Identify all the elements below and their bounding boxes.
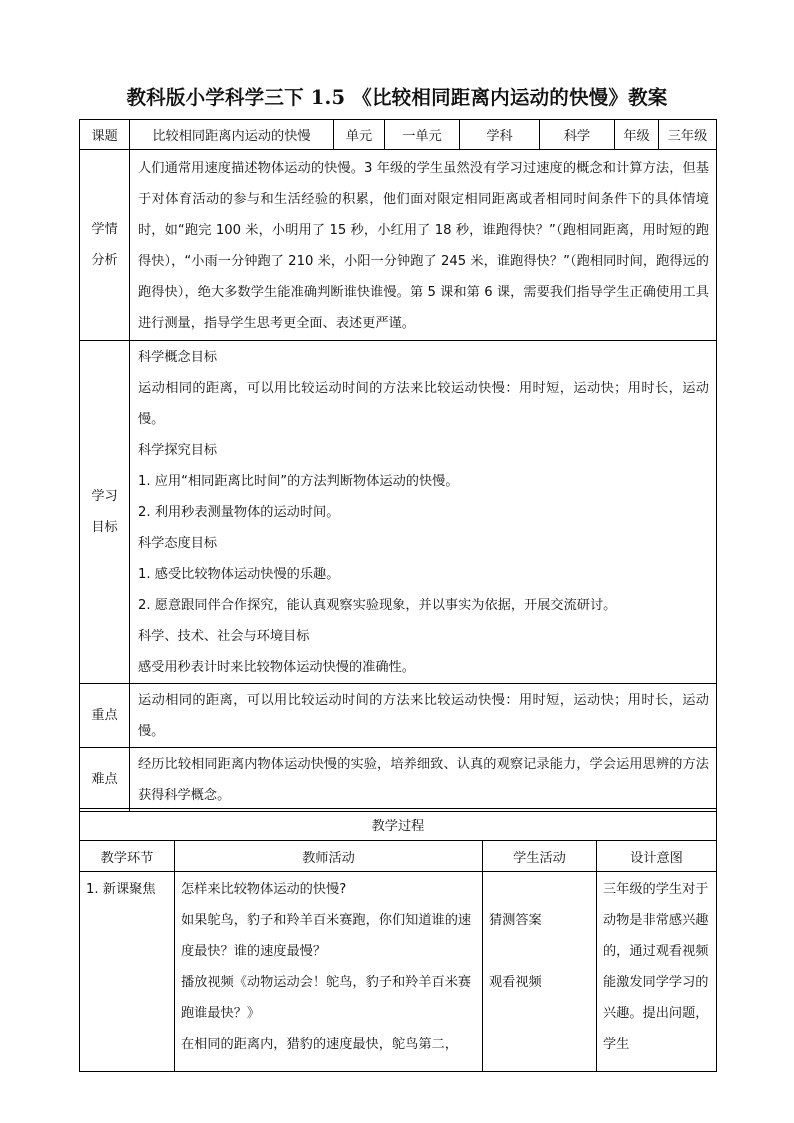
student-line: 猜测答案 — [489, 913, 542, 928]
goal-heading-attitude: 科学态度目标 — [138, 536, 218, 551]
goal-item: 2. 愿意跟同伴合作探究，能认真观察实验现象，并以事实为依据，开展交流研讨。 — [138, 598, 617, 613]
teaching-process-table — [79, 808, 717, 1072]
document-title: 教科版小学科学三下 1.5 《比较相同距离内运动的快慢》教案 — [126, 86, 668, 109]
difficulty-label: 难点 — [80, 748, 130, 812]
analysis-row — [80, 150, 717, 341]
topic-value: 比较相同距离内运动的快慢 — [130, 120, 334, 150]
teacher-line: 在相同的距离内，猎豹的速度最快，鸵鸟第二， — [181, 1037, 458, 1052]
process-title-row — [80, 809, 717, 841]
goals-row — [80, 341, 717, 684]
topic-label: 课题 — [80, 120, 130, 150]
goal-item: 运动相同的距离，可以用比较运动时间的方法来比较运动快慢：用时短，运动快；用时长，运动慢。 — [138, 381, 709, 427]
lesson-info-table — [79, 119, 717, 812]
goal-item: 1. 感受比较物体运动快慢的乐趣。 — [138, 567, 340, 582]
goal-item: 2. 利用秒表测量物体的运动时间。 — [138, 505, 340, 520]
grade-label: 年级 — [615, 120, 659, 150]
difficulty-text: 经历比较相同距离内物体运动快慢的实验，培养细致、认真的观察记录能力，学会运用思辨的方法获得科学概念。 — [130, 748, 717, 812]
teacher-line: 如果鸵鸟，豹子和羚羊百米赛跑，你们知道谁的速度最快？谁的速度最慢？ — [181, 913, 472, 959]
process-header-row — [80, 841, 717, 872]
subject-label: 学科 — [460, 120, 540, 150]
analysis-label: 学情 分析 — [80, 150, 130, 341]
teacher-line: 怎样来比较物体运动的快慢? — [181, 882, 347, 897]
teacher-line: 播放视频《动物运动会！鸵鸟，豹子和羚羊百米赛跑谁最快？》 — [181, 975, 472, 1021]
unit-value: 一单元 — [385, 120, 460, 150]
difficulty-row — [80, 748, 717, 812]
analysis-text: 人们通常用速度描述物体运动的快慢。3 年级的学生虽然没有学习过速度的概念和计算方法，但基于对体育活动的参与和生活经验的积累，他们面对限定相同距离或者相同时间条件下的具体情境时，如“跑完 100 米，小明用了 15 秒，小红用了 18 秒，谁跑得快？”（跑相同距离，用时短的跑得快），“小雨一分钟跑了 210 米，小阳一分钟跑了 245 米，谁跑得快？”（跑相同时间，跑得远的跑得快），绝大多数学生能准确判断谁快谁慢。第 5 课和第 6 课，需要我们指导学生正确使用工具进行测量，指导学生思考更全面、表述更严谨。 — [130, 150, 717, 341]
student-cell — [483, 872, 597, 1072]
key-point-text: 运动相同的距离，可以用比较运动时间的方法来比较运动快慢：用时短，运动快；用时长，运动慢。 — [130, 684, 717, 748]
goal-item: 感受用秒表计时来比较物体运动快慢的准确性。 — [138, 660, 415, 675]
key-point-row — [80, 684, 717, 748]
design-header: 设计意图 — [597, 841, 717, 872]
unit-label: 单元 — [334, 120, 385, 150]
stage-cell: 1. 新课聚焦 — [80, 872, 175, 1072]
goal-item: 1. 应用“相同距离比时间”的方法判断物体运动的快慢。 — [138, 474, 459, 489]
design-cell: 三年级的学生对于动物是非常感兴趣的，通过观看视频能激发同学学习的兴趣。提出问题，学生 — [597, 872, 717, 1072]
goal-heading-concept: 科学概念目标 — [138, 350, 218, 365]
teacher-cell — [175, 872, 483, 1072]
teacher-header: 教师活动 — [175, 841, 483, 872]
subject-value: 科学 — [540, 120, 615, 150]
process-row — [80, 872, 717, 1072]
goals-content — [130, 341, 717, 684]
header-row — [80, 120, 717, 150]
student-header: 学生活动 — [483, 841, 597, 872]
goals-label: 学习 目标 — [80, 341, 130, 684]
stage-header: 教学环节 — [80, 841, 175, 872]
grade-value: 三年级 — [659, 120, 717, 150]
student-line: 观看视频 — [489, 975, 542, 990]
goal-heading-society: 科学、技术、社会与环境目标 — [138, 629, 310, 644]
goal-heading-inquiry: 科学探究目标 — [138, 443, 218, 458]
process-title: 教学过程 — [80, 809, 717, 841]
key-point-label: 重点 — [80, 684, 130, 748]
